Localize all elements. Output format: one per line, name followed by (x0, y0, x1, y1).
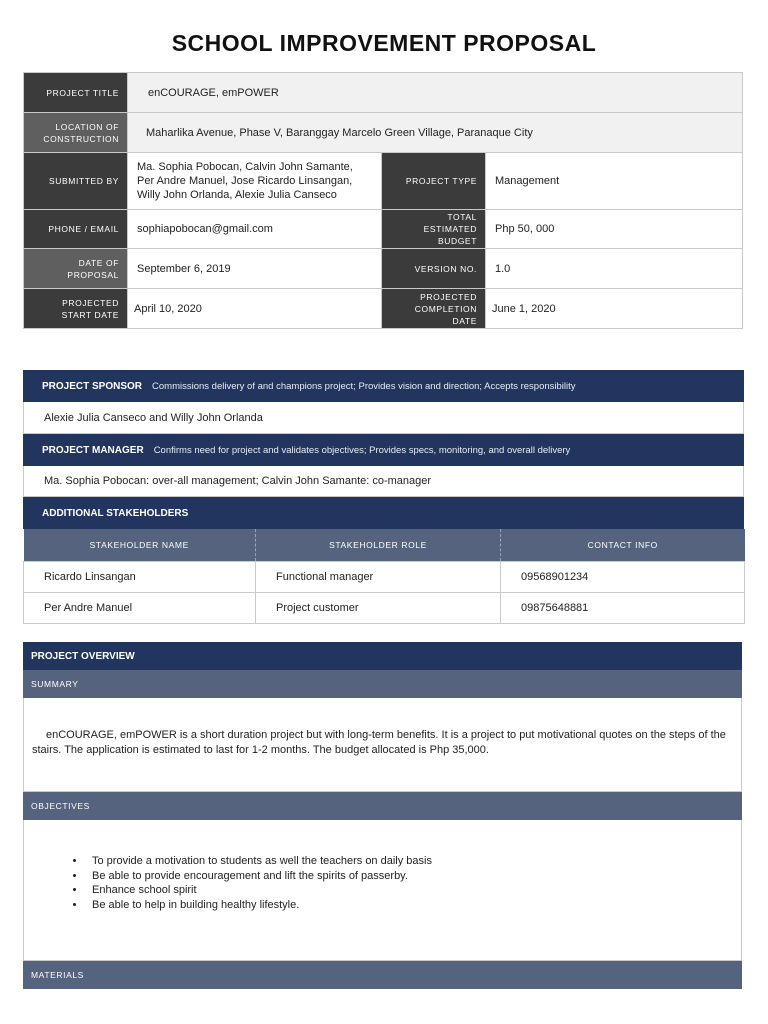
stakeholder-contact: 09875648881 (501, 593, 745, 624)
project-type-value: Management (486, 153, 743, 210)
submitted-by-value: Ma. Sophia Pobocan, Calvin John Samante, Per Andre Manuel, Jose Ricardo Linsangan, Willy John Orlanda, Alexie Julia Canseco (128, 153, 382, 210)
stakeholder-contact: 09568901234 (501, 562, 745, 593)
manager-description: Confirms need for project and validates objectives; Provides specs, monitoring, and overall delivery (153, 444, 571, 456)
start-date-value: April 10, 2020 (128, 289, 382, 329)
stakeholder-name: Ricardo Linsangan (24, 562, 256, 593)
version-value: 1.0 (486, 249, 743, 289)
overview-heading: PROJECT OVERVIEW (23, 642, 742, 670)
budget-value: Php 50, 000 (486, 210, 743, 249)
location-label-line2: CONSTRUCTION (43, 133, 119, 144)
location-value: Maharlika Avenue, Phase V, Baranggay Marcelo Green Village, Paranaque City (128, 113, 743, 153)
table-row (24, 593, 745, 624)
project-title-label: PROJECT TITLE (24, 73, 128, 113)
list-item: • Be able to provide encouragement and lift the spirits of passerby. (86, 869, 741, 884)
project-title-value: enCOURAGE, emPOWER (128, 73, 743, 113)
phone-email-label: PHONE / EMAIL (24, 210, 128, 249)
sponsor-header (23, 370, 744, 402)
stakeholders-heading: ADDITIONAL STAKEHOLDERS (42, 507, 189, 519)
version-label: VERSION NO. (382, 249, 486, 289)
manager-value: Ma. Sophia Pobocan: over-all management; Calvin John Samante: co-manager (23, 466, 744, 497)
location-label (24, 113, 128, 153)
objectives-list (24, 820, 741, 912)
date-of-proposal-value: September 6, 2019 (128, 249, 382, 289)
page-title: SCHOOL IMPROVEMENT PROPOSAL (171, 30, 597, 56)
budget-label-line1: TOTAL (447, 212, 477, 222)
completion-label-line2: COMPLETION DATE (414, 303, 477, 326)
sponsor-value: Alexie Julia Canseco and Willy John Orlanda (23, 402, 744, 434)
objectives-panel (23, 820, 742, 961)
budget-label (382, 210, 486, 249)
col-stakeholder-role: STAKEHOLDER ROLE (256, 529, 501, 562)
manager-heading: PROJECT MANAGER (42, 444, 144, 456)
stakeholders-table (23, 529, 745, 624)
phone-email-value: sophiapobocan@gmail.com (128, 210, 382, 249)
summary-panel (23, 698, 742, 792)
start-label-line2: START DATE (61, 309, 119, 320)
objectives-label: OBJECTIVES (23, 792, 742, 820)
stakeholder-role: Project customer (256, 593, 501, 624)
date-of-proposal-label (24, 249, 128, 289)
start-date-label (24, 289, 128, 329)
date-label-line1: DATE OF (78, 257, 119, 268)
location-label-line1: LOCATION OF (55, 121, 119, 132)
roles-section (23, 370, 744, 624)
stakeholder-role: Functional manager (256, 562, 501, 593)
start-label-line1: PROJECTED (62, 297, 119, 308)
list-item: • To provide a motivation to students as well the teachers on daily basis (86, 854, 741, 869)
stakeholders-header (23, 497, 744, 529)
completion-label-line1: PROJECTED (420, 291, 477, 302)
table-row (24, 562, 745, 593)
manager-header (23, 434, 744, 466)
summary-text: enCOURAGE, emPOWER is a short duration project but with long-term benefits. It is a project to put motivational quotes on the steps of the stairs. The application is estimated to last for 1-2 months. The budget allocated is Php 35,000. (32, 729, 726, 756)
col-contact-info: CONTACT INFO (501, 529, 745, 562)
summary-label: SUMMARY (23, 670, 742, 698)
project-info-table (23, 72, 743, 329)
col-stakeholder-name: STAKEHOLDER NAME (24, 529, 256, 562)
project-type-label: PROJECT TYPE (382, 153, 486, 210)
list-item: • Be able to help in building healthy lifestyle. (86, 898, 741, 913)
materials-label: MATERIALS (23, 961, 742, 989)
sponsor-description: Commissions delivery of and champions project; Provides vision and direction; Accepts responsibility (152, 380, 576, 392)
sponsor-heading: PROJECT SPONSOR (42, 380, 143, 392)
stakeholder-name: Per Andre Manuel (24, 593, 256, 624)
completion-date-value: June 1, 2020 (486, 289, 743, 329)
overview-section (23, 642, 742, 989)
budget-label-line2: ESTIMATED BUDGET (423, 224, 477, 246)
submitted-by-label: SUBMITTED BY (24, 153, 128, 210)
list-item: • Enhance school spirit (86, 883, 741, 898)
date-label-line2: PROPOSAL (67, 269, 119, 280)
completion-date-label (382, 289, 486, 329)
